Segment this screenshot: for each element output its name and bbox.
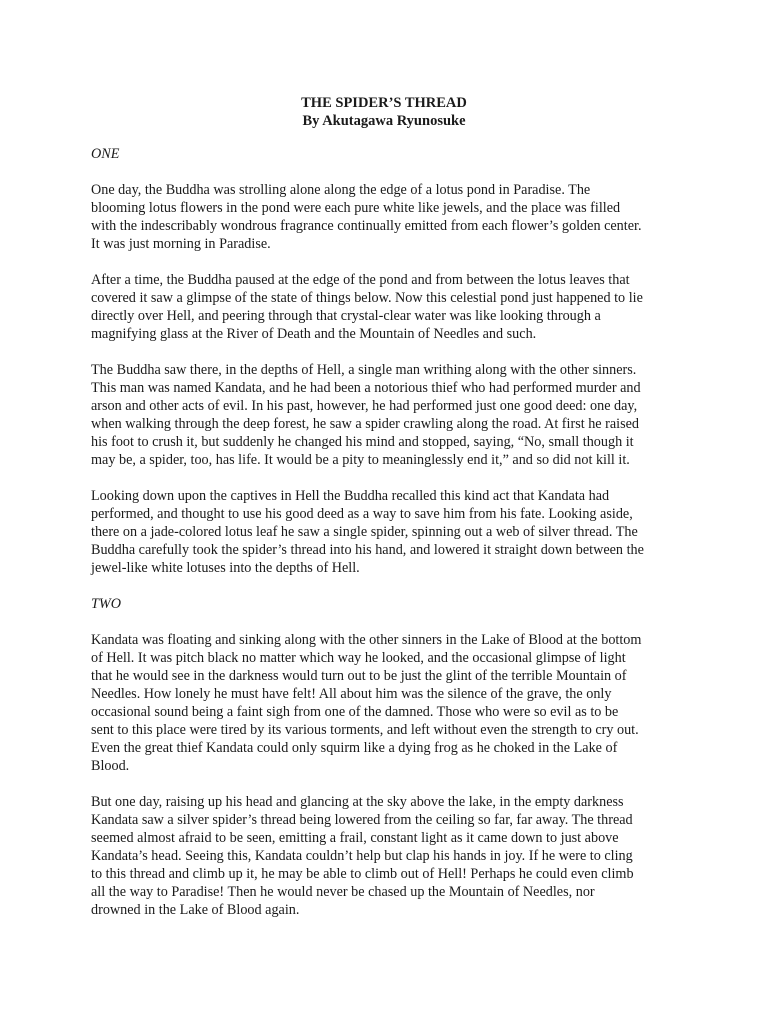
text-line: magnifying glass at the River of Death and the Mountain of Needles and such. bbox=[91, 326, 537, 342]
paragraph bbox=[91, 271, 691, 343]
text-line: After a time, the Buddha paused at the edge of the pond and from between the lotus leaves that bbox=[91, 272, 630, 288]
text-line: Kandata was floating and sinking along with the other sinners in the Lake of Blood at the bottom bbox=[91, 632, 642, 648]
text-line: Even the great thief Kandata could only squirm like a dying frog as he choked in the Lake of bbox=[91, 740, 618, 756]
text-line: Needles. How lonely he must have felt! All about him was the silence of the grave, the only bbox=[91, 686, 612, 702]
text-line: Kandata saw a silver spider’s thread being lowered from the ceiling so far, far away. The thread bbox=[91, 812, 633, 828]
text-line: Looking down upon the captives in Hell the Buddha recalled this kind act that Kandata had bbox=[91, 488, 610, 504]
text-line: performed, and thought to use his good deed as a way to save him from his fate. Looking aside, bbox=[91, 506, 633, 522]
text-line: when walking through the deep forest, he saw a spider crawling along the road. At first he raised bbox=[91, 416, 640, 432]
text-line: sent to this place were tired by its various torments, and left without even the strength to cry out. bbox=[91, 722, 639, 738]
text-line: directly over Hell, and peering through that crystal-clear water was like looking through a bbox=[91, 308, 601, 324]
text-line: covered it saw a glimpse of the state of things below. Now this celestial pond just happened to lie bbox=[91, 290, 643, 306]
paragraph bbox=[91, 361, 691, 469]
text-line: occasional sound being a faint sigh from one of the damned. Those who were so evil as to be bbox=[91, 704, 619, 720]
text-line: jewel-like white lotuses into the depths of Hell. bbox=[91, 560, 360, 576]
text-line: that he would see in the darkness would turn out to be just the glint of the terrible Mountain of bbox=[91, 668, 627, 684]
document-body bbox=[91, 145, 691, 937]
text-line: of Hell. It was pitch black no matter which way he looked, and the occasional glimpse of light bbox=[91, 650, 626, 666]
paragraph bbox=[91, 487, 691, 577]
text-line: Buddha carefully took the spider’s thread into his hand, and lowered it straight down between the bbox=[91, 542, 644, 558]
text-line: This man was named Kandata, and he had been a notorious thief who had performed murder and bbox=[91, 380, 641, 396]
text-line: arson and other acts of evil. In his past, however, he had performed just one good deed: one day, bbox=[91, 398, 638, 414]
document-author: By Akutagawa Ryunosuke bbox=[302, 113, 466, 129]
text-line: Blood. bbox=[91, 758, 130, 774]
paragraph bbox=[91, 793, 691, 919]
text-line: blooming lotus flowers in the pond were each pure white like jewels, and the place was filled bbox=[91, 200, 621, 216]
section-heading: TWO bbox=[91, 596, 121, 612]
section-heading: ONE bbox=[91, 146, 120, 162]
text-line: drowned in the Lake of Blood again. bbox=[91, 902, 300, 918]
text-line: But one day, raising up his head and glancing at the sky above the lake, in the empty darkness bbox=[91, 794, 624, 810]
paragraph bbox=[91, 181, 691, 253]
text-line: It was just morning in Paradise. bbox=[91, 236, 271, 252]
paragraph bbox=[91, 631, 691, 775]
text-line: may be, a spider, too, has life. It would be a pity to meaninglessly end it,” and so did not kill it. bbox=[91, 452, 630, 468]
text-line: to this thread and climb up it, he may be able to climb out of Hell! Perhaps he could even climb bbox=[91, 866, 634, 882]
document-title: THE SPIDER’S THREAD bbox=[301, 95, 467, 111]
text-line: The Buddha saw there, in the depths of Hell, a single man writhing along with the other sinners. bbox=[91, 362, 637, 378]
text-line: his foot to crush it, but suddenly he changed his mind and stopped, saying, “No, small though it bbox=[91, 434, 634, 450]
text-line: seemed almost afraid to be seen, emitting a frail, constant light as it came down to just above bbox=[91, 830, 619, 846]
text-line: One day, the Buddha was strolling alone along the edge of a lotus pond in Paradise. The bbox=[91, 182, 591, 198]
text-line: with the indescribably wondrous fragrance continually emitted from each flower’s golden center. bbox=[91, 218, 642, 234]
document-header bbox=[0, 94, 768, 130]
text-line: there on a jade-colored lotus leaf he saw a single spider, spinning out a web of silver thread. The bbox=[91, 524, 638, 540]
text-line: Kandata’s head. Seeing this, Kandata couldn’t help but clap his hands in joy. If he were to cling bbox=[91, 848, 633, 864]
text-line: all the way to Paradise! Then he would never be chased up the Mountain of Needles, nor bbox=[91, 884, 595, 900]
